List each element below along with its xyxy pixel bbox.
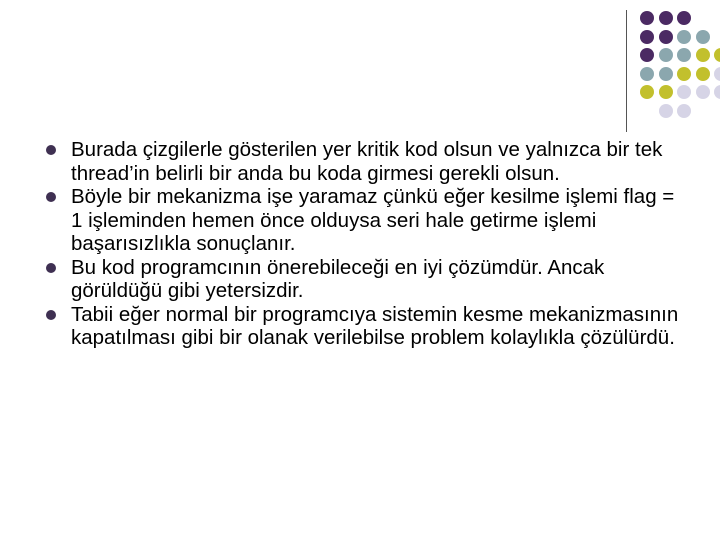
decorative-dot [659,48,673,62]
bullet-dot-icon [46,263,56,273]
decorative-dot [714,85,720,99]
decorative-dot [659,104,673,118]
decorative-dot [640,30,654,44]
bullet-item [46,303,686,350]
decorative-dot [696,30,710,44]
decorative-dot [659,30,673,44]
bullet-dot-icon [46,192,56,202]
bullet-item [46,256,686,303]
decorative-dot [714,67,720,81]
decorative-dot [677,11,691,25]
decorative-dot [640,85,654,99]
decorative-dot [640,67,654,81]
bullet-dot-icon [46,310,56,320]
decorative-dot [659,85,673,99]
bullet-text: Bu kod programcının önerebileceği en iyi çözümdür. Ancak görüldüğü gibi yetersizdir. [71,255,605,302]
decorative-dot [677,85,691,99]
decorative-dot [677,67,691,81]
decorative-dot [640,11,654,25]
bullet-item [46,185,686,256]
decorative-dot [677,30,691,44]
decorative-dot [659,67,673,81]
decorative-dot [696,48,710,62]
decorative-dot [696,85,710,99]
decorative-dot [659,11,673,25]
bullet-text: Tabii eğer normal bir programcıya sistemin kesme mekanizmasının kapatılması gibi bir olanak verilebilse problem kolaylıkla çözülürdü. [71,302,679,349]
bullet-item [46,138,686,185]
bullet-text: Burada çizgilerle gösterilen yer kritik kod olsun ve yalnızca bir tek thread’in belirli bir anda bu koda girmesi gerekli olsun. [71,138,663,185]
decorative-dot [696,67,710,81]
slide-bullet-list [46,138,686,350]
decorative-dot [677,104,691,118]
decorative-dot [714,48,720,62]
decorative-dot-grid [0,0,720,130]
decorative-dot [677,48,691,62]
bullet-dot-icon [46,145,56,155]
bullet-text: Böyle bir mekanizma işe yaramaz çünkü eğer kesilme işlemi flag = 1 işleminden hemen önce olduysa seri hale getirme işlemi başarısızlıkla sonuçlanır. [71,185,675,255]
decorative-dot [640,48,654,62]
